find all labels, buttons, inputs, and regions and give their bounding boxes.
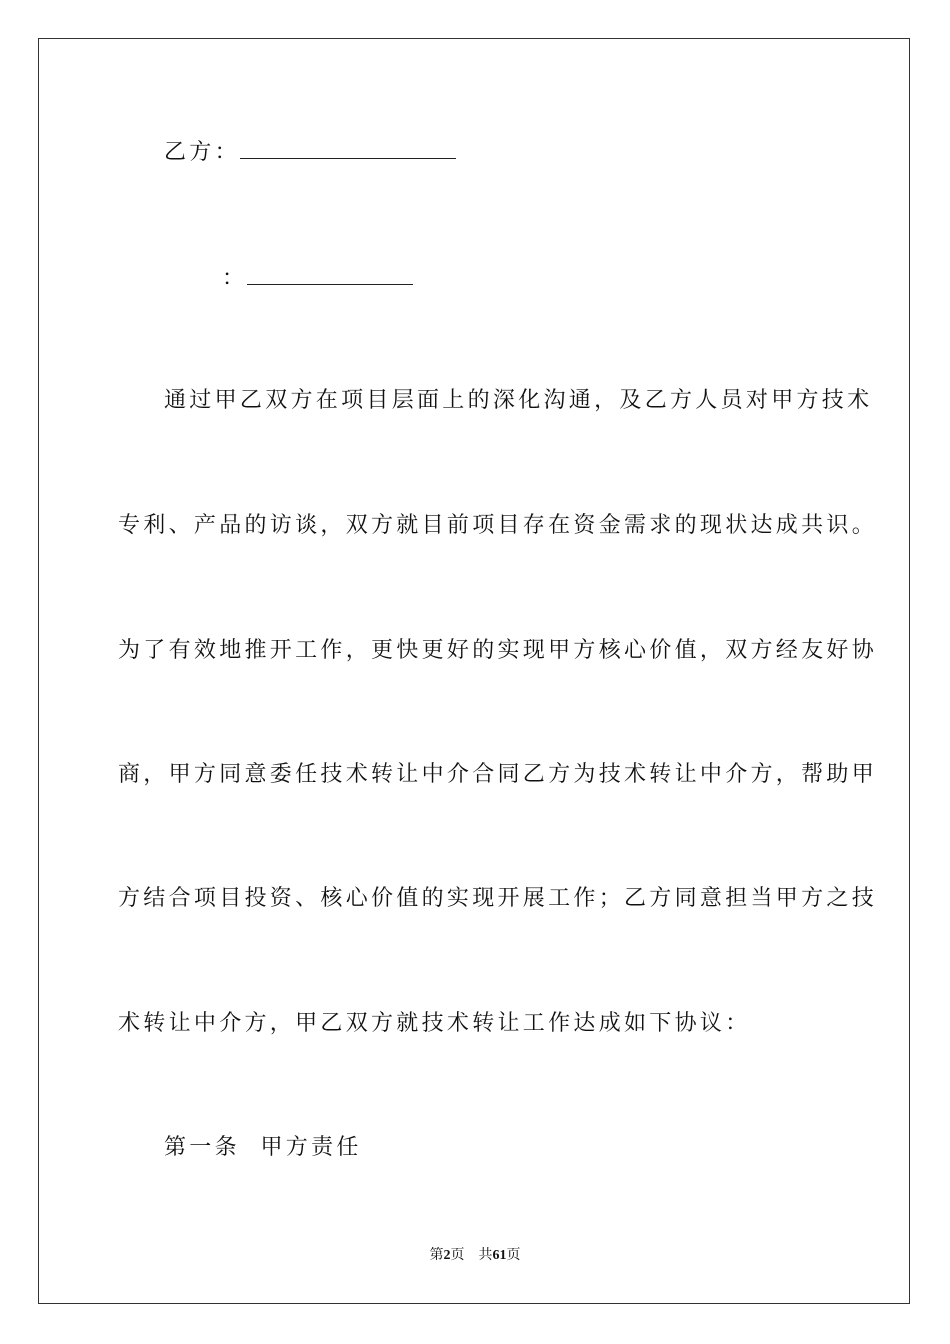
footer-page-number: 2 [443,1248,451,1263]
second-field-label: ： [222,266,248,291]
paragraph-line-6: 术转让中介方，甲乙双方就技术转让工作达成如下协议： [118,1011,751,1036]
second-field-blank [247,264,413,285]
second-field-line [222,264,413,294]
footer-page-suffix: 页 [450,1248,465,1263]
paragraph-line-5: 方结合项目投资、核心价值的实现开展工作；乙方同意担当甲方之技 [118,886,878,911]
page-footer [0,1246,950,1266]
footer-total-suffix: 页 [506,1248,521,1263]
footer-total-prefix: 共 [478,1248,493,1263]
party-b-label: 乙方： [164,140,240,165]
party-b-line [164,138,456,168]
paragraph-line-3: 为了有效地推开工作，更快更好的实现甲方核心价值，双方经友好协 [118,638,878,663]
party-b-blank [240,138,456,159]
paragraph-line-2: 专利、产品的访谈，双方就目前项目存在资金需求的现状达成共识。 [118,513,878,538]
paragraph-line-1: 通过甲乙双方在项目层面上的深化沟通，及乙方人员对甲方技术 [164,388,873,413]
page-frame [38,38,910,1304]
footer-page-prefix: 第 [429,1248,444,1263]
section-heading: 第一条 甲方责任 [164,1135,362,1160]
footer-total-pages: 61 [492,1248,507,1263]
paragraph-line-4: 商，甲方同意委任技术转让中介合同乙方为技术转让中介方，帮助甲 [118,762,878,787]
